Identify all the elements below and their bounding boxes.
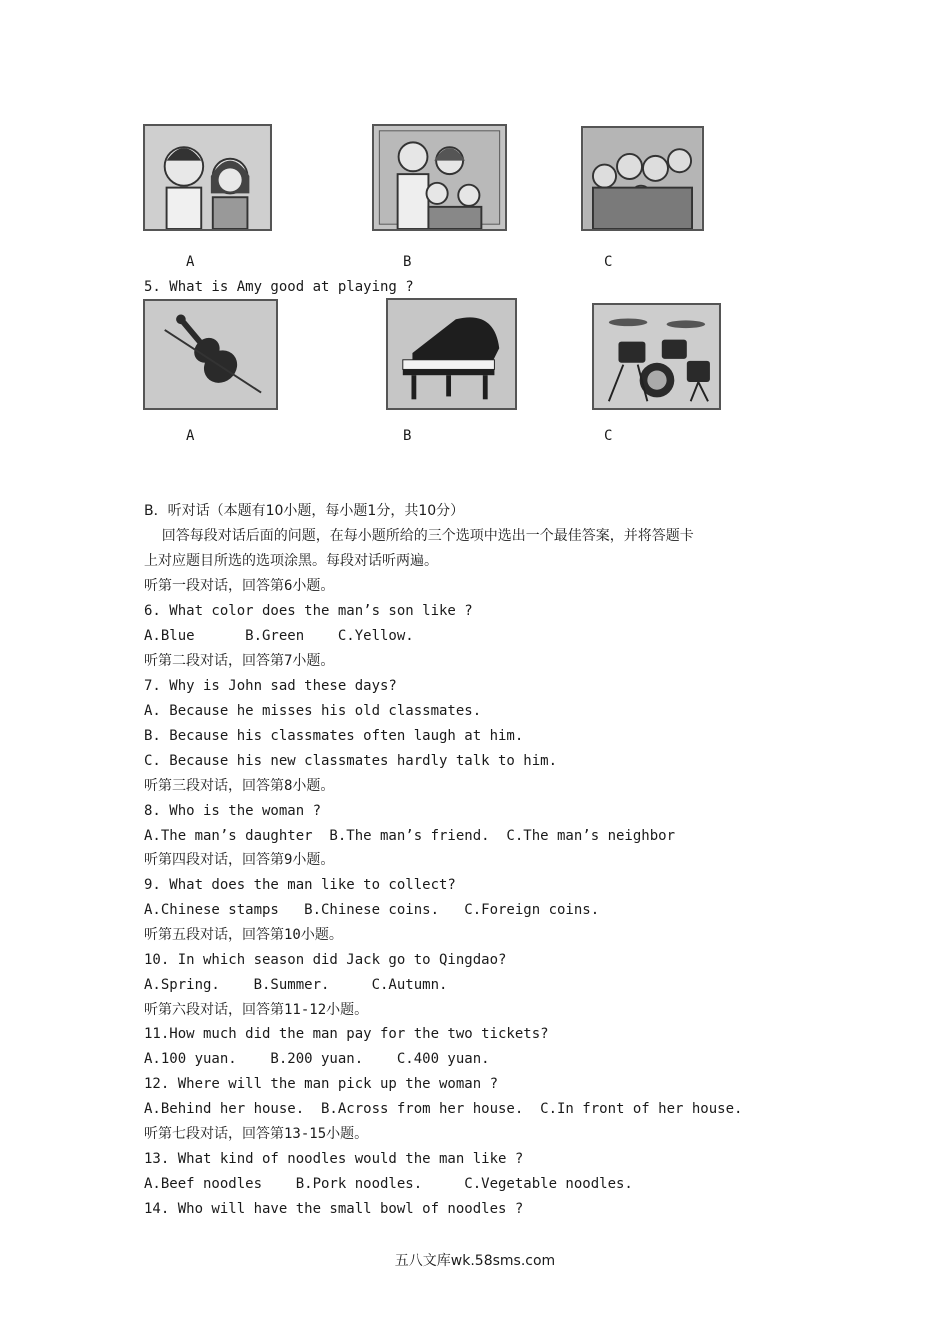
option-label-b: B — [403, 254, 412, 270]
question: 10. In which season did Jack go to Qingdao? — [144, 952, 507, 968]
picture-drums — [592, 303, 721, 410]
answer-options: A.Blue B.Green C.Yellow. — [144, 628, 414, 644]
question: 12. Where will the man pick up the woman ? — [144, 1076, 499, 1092]
answer-options: A.100 yuan. B.200 yuan. C.400 yuan. — [144, 1051, 490, 1067]
answer-option: A. Because he misses his old classmates. — [144, 703, 482, 719]
option-label-c: C — [604, 254, 613, 270]
section-heading: B．听对话（本题有10小题，每小题1分，共10分） — [144, 503, 465, 519]
question: 7. Why is John sad these days? — [144, 678, 397, 694]
footer-watermark: 五八文库wk.58sms.com — [394, 1253, 556, 1269]
question: 9. What does the man like to collect? — [144, 877, 456, 893]
question: 13. What kind of noodles would the man like ? — [144, 1151, 524, 1167]
question: 14. Who will have the small bowl of noodles ? — [144, 1201, 524, 1217]
question: 6. What color does the man’s son like ? — [144, 603, 473, 619]
answer-option: C. Because his new classmates hardly talk to him. — [144, 753, 558, 769]
dialogue-intro: 听第七段对话，回答第13-15小题。 — [144, 1126, 369, 1142]
picture-couple — [143, 124, 272, 231]
answer-options: A.Chinese stamps B.Chinese coins. C.Foreign coins. — [144, 902, 600, 918]
question: 11.How much did the man pay for the two tickets? — [144, 1026, 549, 1042]
answer-options: A.The man’s daughter B.The man’s friend. C.The man’s neighbor — [144, 828, 676, 844]
dialogue-intro: 听第六段对话，回答第11-12小题。 — [144, 1002, 369, 1018]
picture-piano — [386, 298, 517, 410]
option-label-a: A — [186, 254, 195, 270]
dialogue-intro: 听第一段对话，回答第6小题。 — [144, 578, 335, 594]
dialogue-intro: 听第二段对话，回答第7小题。 — [144, 653, 335, 669]
picture-family-of-four — [372, 124, 507, 231]
option-label-c: C — [604, 428, 613, 444]
answer-options: A.Behind her house. B.Across from her house. C.In front of her house. — [144, 1101, 743, 1117]
dialogue-intro: 听第三段对话，回答第8小题。 — [144, 778, 335, 794]
option-label-b: B — [403, 428, 412, 444]
picture-big-family — [581, 126, 704, 231]
answer-option: B. Because his classmates often laugh at him. — [144, 728, 524, 744]
dialogue-intro: 听第四段对话，回答第9小题。 — [144, 852, 335, 868]
dialogue-intro: 听第五段对话，回答第10小题。 — [144, 927, 343, 943]
section-instructions: 回答每段对话后面的问题，在每小题所给的三个选项中选出一个最佳答案，并将答题卡 — [144, 528, 694, 544]
option-label-a: A — [186, 428, 195, 444]
section-instructions: 上对应题目所选的选项涂黑。每段对话听两遍。 — [144, 553, 438, 569]
question: 8. Who is the woman ? — [144, 803, 322, 819]
answer-options: A.Beef noodles B.Pork noodles. C.Vegetable noodles. — [144, 1176, 633, 1192]
answer-options: A.Spring. B.Summer. C.Autumn. — [144, 977, 448, 993]
picture-violin — [143, 299, 278, 410]
question-5: 5. What is Amy good at playing ? — [144, 279, 414, 295]
